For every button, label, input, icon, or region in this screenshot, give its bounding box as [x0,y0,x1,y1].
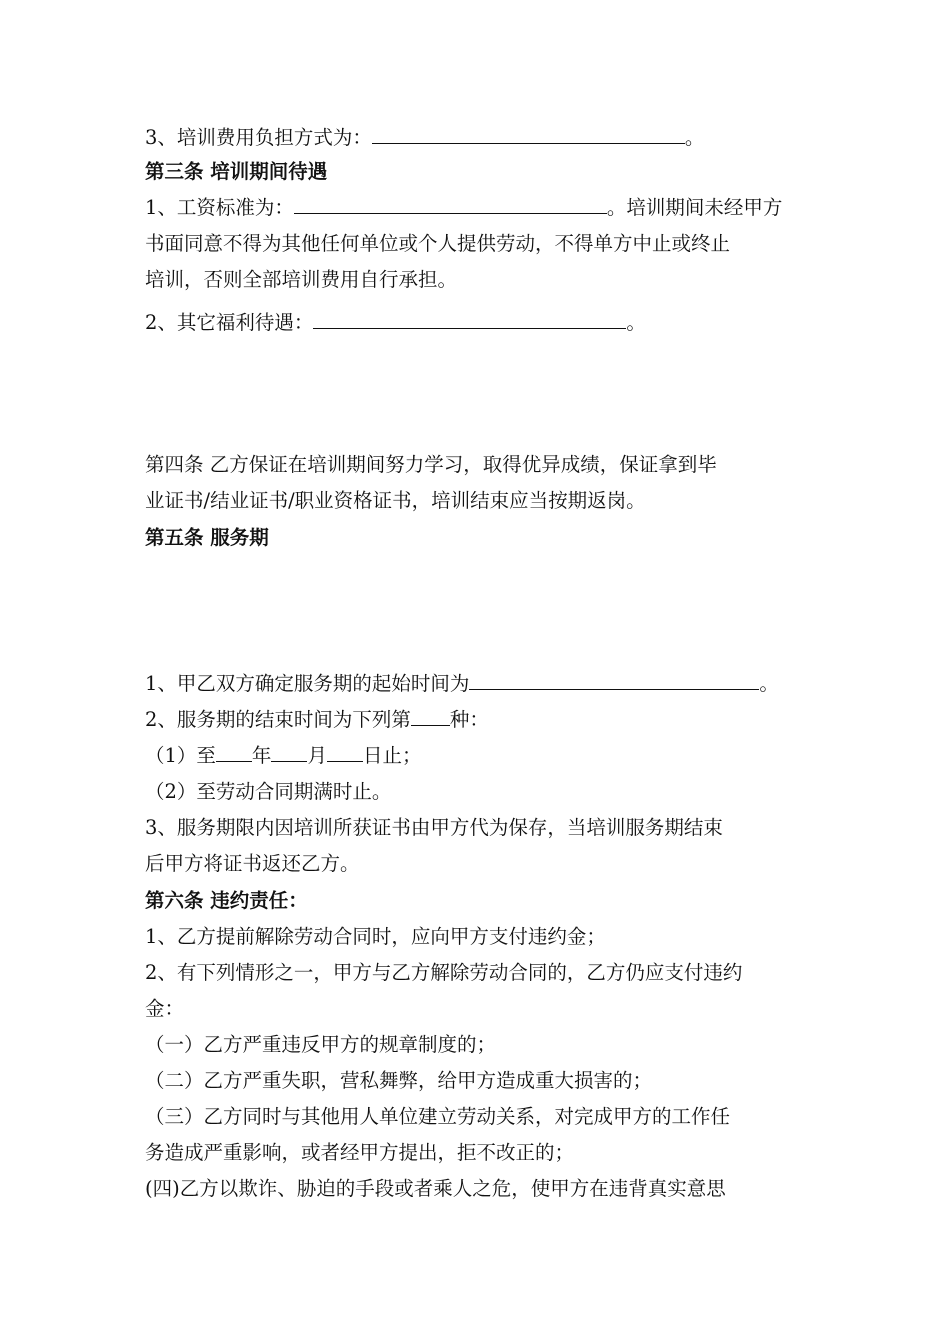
body-line: 2、有下列情形之一，甲方与乙方解除劳动合同的，乙方仍应支付违约 [145,961,743,984]
day-blank[interactable] [327,742,363,762]
training-cost-line [145,124,825,154]
salary-blank[interactable] [294,194,607,214]
body-line: 金： [145,997,185,1020]
list-item: （一）乙方严重违反甲方的规章制度的； [145,1033,497,1056]
year-blank[interactable] [216,742,252,762]
period: 。 [626,311,646,334]
salary-label: 1、工资标准为： [145,196,294,219]
welfare-line [145,309,825,339]
body-line: 3、服务期限内因培训所获证书由甲方代为保存，当培训服务期结束 [145,816,723,839]
date-line [145,742,825,772]
list-item: （三）乙方同时与其他用人单位建立劳动关系，对完成甲方的工作任 [145,1105,731,1128]
date-prefix: （1）至 [145,744,216,767]
period: 。 [759,672,779,695]
service-end-label: 2、服务期的结束时间为下列第 [145,708,411,731]
year-label: 年 [251,744,272,767]
body-line: 书面同意不得为其他任何单位或个人提供劳动，不得单方中止或终止 [145,232,731,255]
salary-line [145,194,825,224]
training-cost-blank[interactable] [372,124,685,144]
body-line: 1、乙方提前解除劳动合同时，应向甲方支付违约金； [145,925,606,948]
body-line: （2）至劳动合同期满时止。 [145,780,392,803]
period: 。 [684,126,705,149]
month-blank[interactable] [271,742,307,762]
body-line: 培训，否则全部培训费用自行承担。 [145,268,458,291]
body-line: 业证书/结业证书/职业资格证书，培训结束应当按期返岗。 [145,489,646,512]
service-start-blank[interactable] [469,670,759,690]
service-end-suffix: 种： [449,708,489,731]
article-4-line: 第四条 乙方保证在培训期间努力学习，取得优异成绩，保证拿到毕 [145,453,717,476]
salary-text: 。培训期间未经甲方 [606,196,783,219]
welfare-blank[interactable] [313,309,626,329]
welfare-label: 2、其它福利待遇： [145,311,314,334]
article-6-heading: 第六条 违约责任： [145,889,308,912]
list-item: (四)乙方以欺诈、胁迫的手段或者乘人之危，使甲方在违背真实意思 [145,1177,726,1200]
service-start-line [145,670,825,700]
service-end-line [145,706,825,736]
option-blank[interactable] [411,706,450,726]
month-label: 月 [307,744,327,767]
training-cost-label: 3、培训费用负担方式为： [145,126,372,149]
service-start-label: 1、甲乙双方确定服务期的起始时间为 [145,672,470,695]
body-line: 务造成严重影响，或者经甲方提出，拒不改正的； [145,1141,575,1164]
article-5-heading: 第五条 服务期 [145,526,269,549]
day-label: 日止； [362,744,422,767]
body-line: 后甲方将证书返还乙方。 [145,852,360,875]
article-3-heading: 第三条 培训期间待遇 [145,160,328,183]
list-item: （二）乙方严重失职，营私舞弊，给甲方造成重大损害的； [145,1069,653,1092]
